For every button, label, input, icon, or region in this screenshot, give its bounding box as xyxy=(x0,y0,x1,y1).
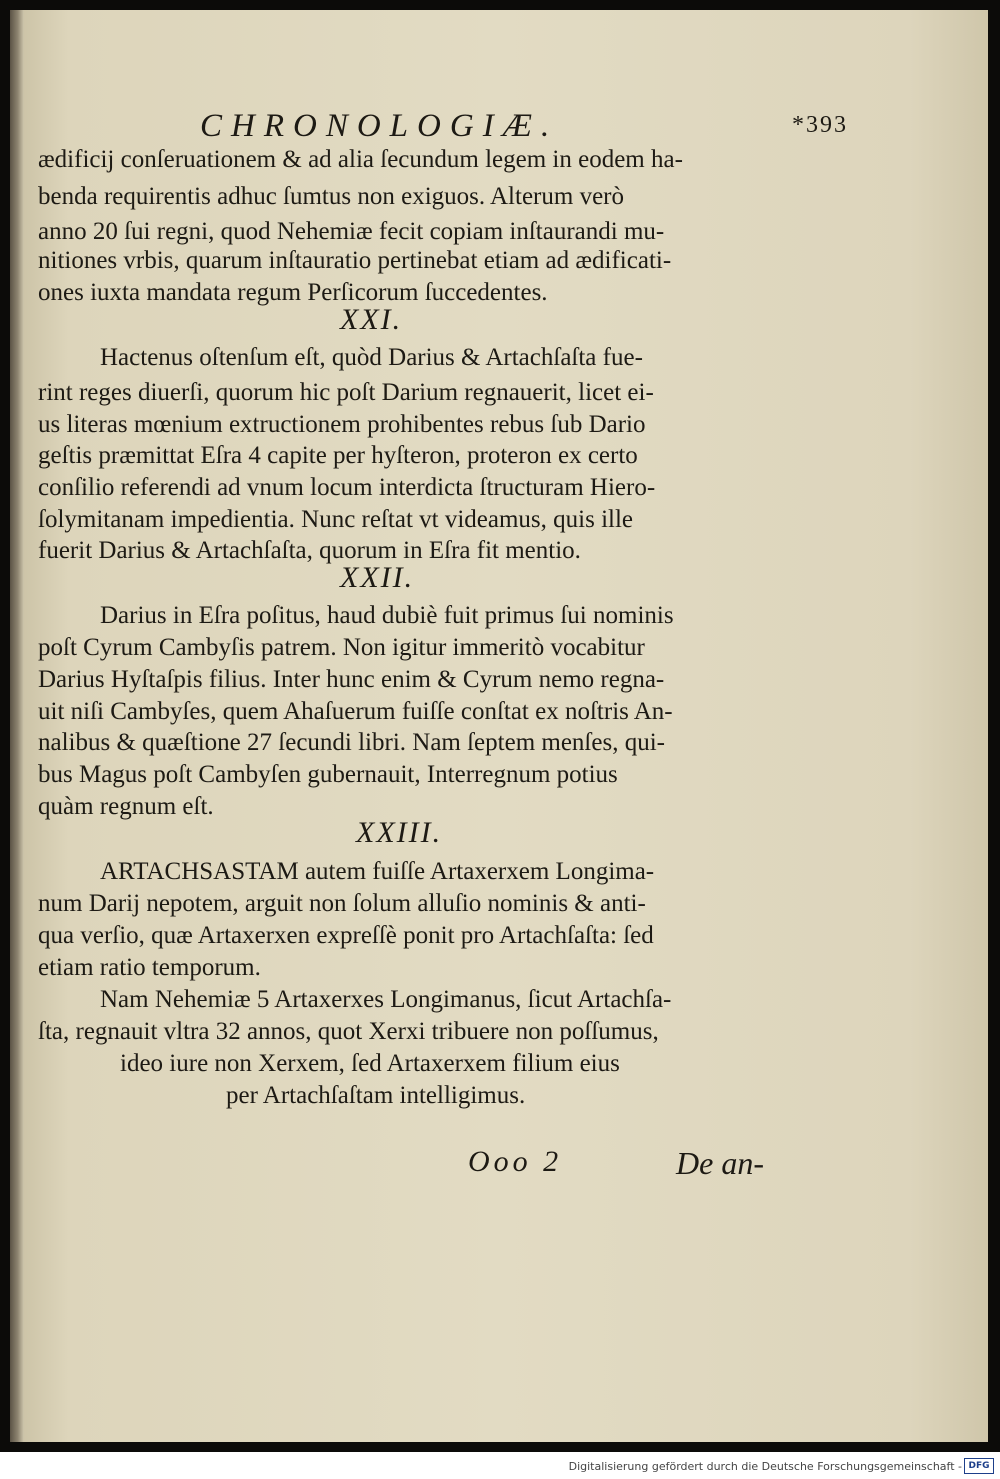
text-line: anno 20 ſui regni, quod Nehemiæ fecit copiam inſtaurandi mu- xyxy=(38,218,665,245)
text-line: Hactenus oſtenſum eſt, quòd Darius & Artachſaſta fue- xyxy=(100,344,643,371)
text-line: ſta, regnauit vltra 32 annos, quot Xerxi tribuere non poſſumus, xyxy=(38,1018,659,1045)
section-number: XXIII. xyxy=(356,816,443,849)
text-line: nitiones vrbis, quarum inſtauratio pertinebat etiam ad ædificati- xyxy=(38,247,672,274)
digitization-footer xyxy=(0,1452,1000,1479)
section-number: XXII. xyxy=(340,561,415,594)
signature-mark: Ooo 2 xyxy=(468,1145,563,1178)
text-line: nalibus & quæſtione 27 ſecundi libri. Nam ſeptem menſes, qui- xyxy=(38,729,665,756)
text-line: ideo iure non Xerxem, ſed Artaxerxem filium eius xyxy=(120,1050,620,1077)
page-number: *393 xyxy=(792,112,848,138)
text-line: bus Magus poſt Cambyſen gubernauit, Interregnum potius xyxy=(38,761,618,788)
text-line: fuerit Darius & Artachſaſta, quorum in Eſra fit mentio. xyxy=(38,537,581,564)
text-line: us literas mœnium extructionem prohibentes rebus ſub Dario xyxy=(38,411,646,438)
text-line: poſt Cyrum Cambyſis patrem. Non igitur immeritò vocabitur xyxy=(38,634,645,661)
text-line: ARTACHSASTAM autem fuiſſe Artaxerxem Longima- xyxy=(100,858,655,885)
text-line: per Artachſaſtam intelligimus. xyxy=(226,1082,526,1109)
text-line: rint reges diuerſi, quorum hic poſt Darium regnauerit, licet ei- xyxy=(38,379,654,406)
section-number: XXI. xyxy=(340,303,403,336)
page-gutter xyxy=(10,10,24,1442)
text-line: geſtis præmittat Eſra 4 capite per hyſteron, proteron ex certo xyxy=(38,442,638,469)
text-line: etiam ratio temporum. xyxy=(38,954,261,981)
text-line: Nam Nehemiæ 5 Artaxerxes Longimanus, ſicut Artachſa- xyxy=(100,986,672,1013)
text-line: uit niſi Cambyſes, quem Ahaſuerum fuiſſe conſtat ex noſtris An- xyxy=(38,698,673,725)
running-head: CHRONOLOGIÆ. xyxy=(200,108,559,144)
text-line: Darius in Eſra poſitus, haud dubiè fuit primus ſui nominis xyxy=(100,602,674,629)
text-line: ædificij conſeruationem & ad alia ſecundum legem in eodem ha- xyxy=(38,146,683,173)
text-line: ſolymitanam impedientia. Nunc reſtat vt videamus, quis ille xyxy=(38,506,634,533)
dfg-logo-icon: DFG xyxy=(964,1458,994,1474)
text-line: num Darij nepotem, arguit non ſolum alluſio nominis & anti- xyxy=(38,890,646,917)
text-line: Darius Hyſtaſpis filius. Inter hunc enim & Cyrum nemo regna- xyxy=(38,666,665,693)
text-line: benda requirentis adhuc ſumtus non exiguos. Alterum verò xyxy=(38,183,624,210)
text-line: quàm regnum eſt. xyxy=(38,793,214,820)
text-line: conſilio referendi ad vnum locum interdicta ſtructuram Hiero- xyxy=(38,474,656,501)
text-line: ones iuxta mandata regum Perſicorum ſuccedentes. xyxy=(38,279,548,306)
funding-credit: Digitalisierung gefördert durch die Deutsche Forschungsgemeinschaft - xyxy=(568,1460,962,1473)
catchword: De an- xyxy=(676,1145,764,1181)
text-line: qua verſio, quæ Artaxerxen expreſſè ponit pro Artachſaſta: ſed xyxy=(38,922,654,949)
